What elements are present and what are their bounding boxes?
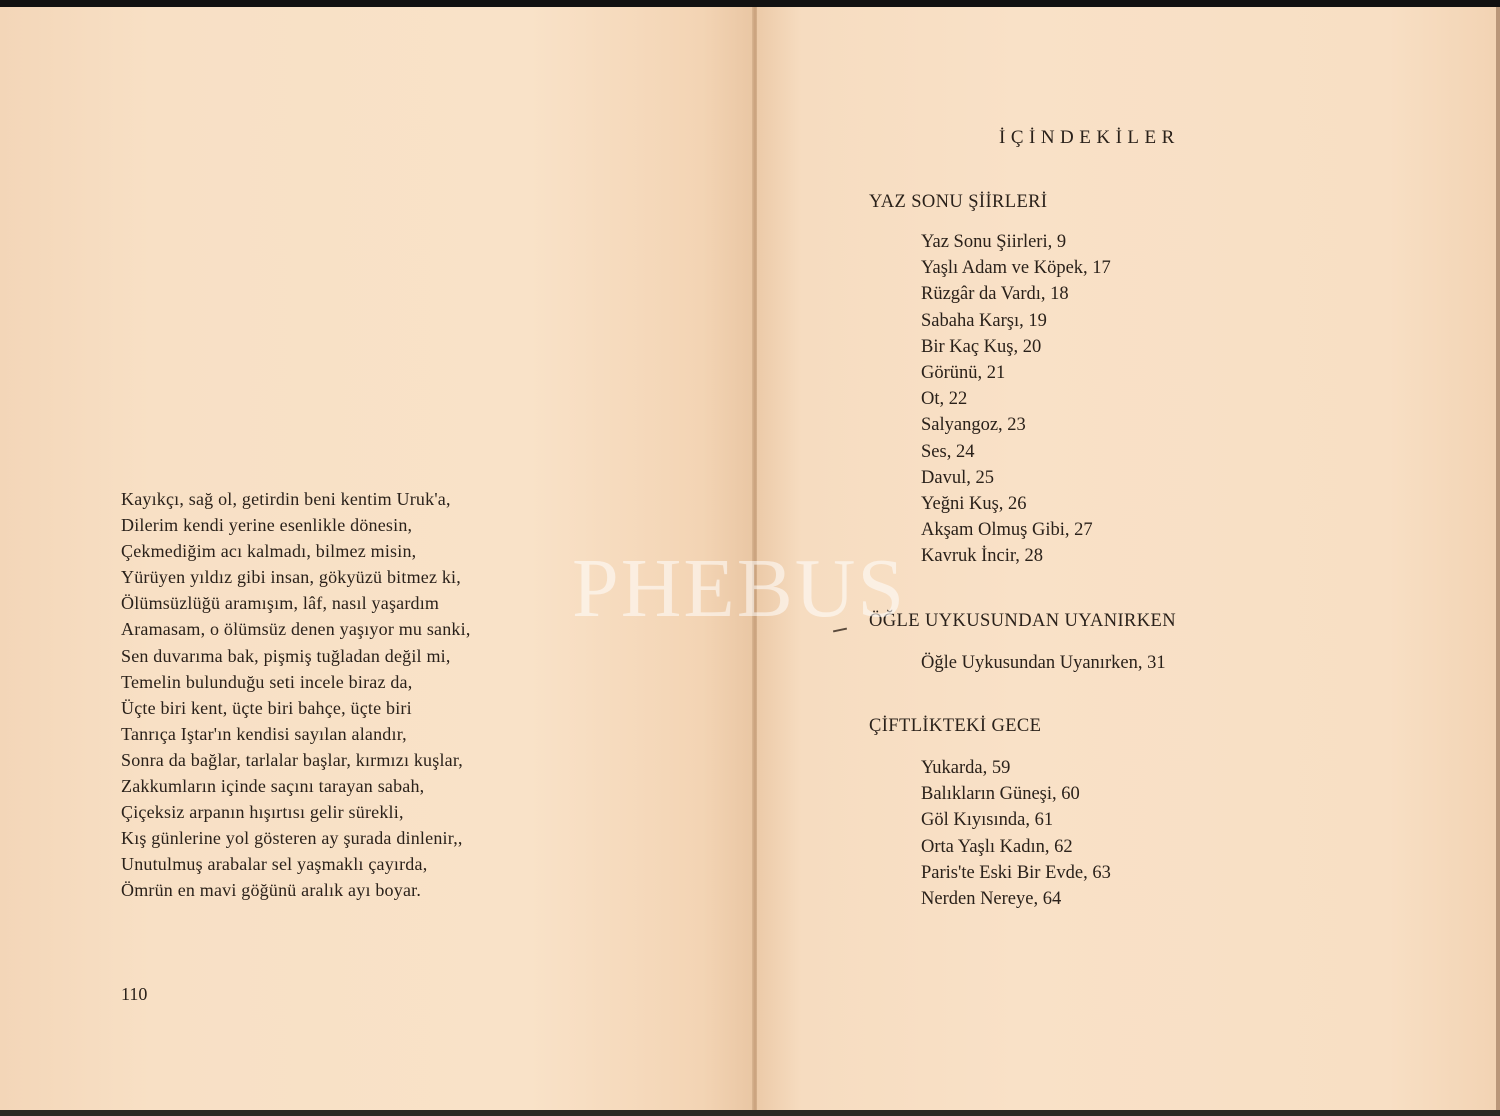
toc-entry: Balıkların Güneşi, 60 [921,784,1080,805]
poem-line: Ölümsüzlüğü aramışım, lâf, nasıl yaşardım [121,593,440,614]
poem-line: Sonra da bağlar, tarlalar başlar, kırmızı kuşlar, [121,749,464,770]
poem-line: Aramasam, o ölümsüz denen yaşıyor mu sanki, [121,619,471,640]
toc-section-heading: YAZ SONU ŞİİRLERİ [869,192,1048,212]
toc-entry: Akşam Olmuş Gibi, 27 [921,520,1093,541]
toc-entry: Davul, 25 [921,467,994,488]
watermark: PHEBUS [572,542,907,635]
toc-entry: Görünü, 21 [921,363,1006,384]
toc-entry: Yeğni Kuş, 26 [921,494,1027,515]
toc-entry-list [921,229,1111,570]
toc-section-heading: ÖĞLE UYKUSUNDAN UYANIRKEN [869,611,1177,631]
toc-entry: Öğle Uykusundan Uyanırken, 31 [921,653,1166,673]
poem-line: Dilerim kendi yerine esenlikle dönesin, [121,515,413,536]
toc-entry: Yukarda, 59 [921,758,1011,778]
toc-entry: Salyangoz, 23 [921,415,1026,436]
toc-entry: Rüzgâr da Vardı, 18 [921,284,1069,305]
toc-entry-list [921,755,1111,912]
poem-line: Tanrıça Iştar'ın kendisi sayılan alandır, [121,723,407,744]
toc-entry: Ses, 24 [921,441,975,462]
toc-entry: Orta Yaşlı Kadın, 62 [921,836,1073,857]
poem-line: Unutulmuş arabalar sel yaşmaklı çayırda, [121,854,428,875]
poem-line: Sen duvarıma bak, pişmiş tuğladan değil mi, [121,645,451,666]
page-right-edge [1496,7,1500,1110]
toc-title: İÇİNDEKİLER [999,127,1180,148]
scan-top-edge [0,0,1500,7]
toc-entry: Bir Kaç Kuş, 20 [921,336,1042,357]
toc-entry: Nerden Nereye, 64 [921,889,1062,910]
toc-section-heading: ÇİFTLİKTEKİ GECE [869,716,1042,736]
poem-line: Ömrün en mavi göğünü aralık ayı boyar. [121,880,422,901]
toc-entry: Yaz Sonu Şiirleri, 9 [921,232,1067,252]
poem-line: Temelin bulunduğu seti incele biraz da, [121,671,413,692]
poem-line: Yürüyen yıldız gibi insan, gökyüzü bitmez ki, [121,567,461,588]
poem-line: Kayıkçı, sağ ol, getirdin beni kentim Uruk'a, [121,489,451,509]
poem-block [121,486,561,904]
toc-entry-list [921,650,1166,676]
toc-entry: Sabaha Karşı, 19 [921,310,1047,331]
toc-entry: Paris'te Eski Bir Evde, 63 [921,862,1111,883]
poem-line: Kış günlerine yol gösteren ay şurada dinlenir,, [121,828,463,849]
toc-entry: Göl Kıyısında, 61 [921,810,1054,831]
poem-line: Zakkumların içinde saçını tarayan sabah, [121,776,425,797]
poem-line: Çiçeksiz arpanın hışırtısı gelir sürekli, [121,802,404,823]
page-number: 110 [121,984,148,1004]
toc-entry: Kavruk İncir, 28 [921,546,1044,567]
poem-line: Çekmediğim acı kalmadı, bilmez misin, [121,541,417,562]
poem-line: Üçte biri kent, üçte biri bahçe, üçte biri [121,697,412,718]
toc-entry: Yaşlı Adam ve Köpek, 17 [921,258,1111,279]
scan-bottom-edge [0,1110,1500,1116]
toc-entry: Ot, 22 [921,389,968,410]
